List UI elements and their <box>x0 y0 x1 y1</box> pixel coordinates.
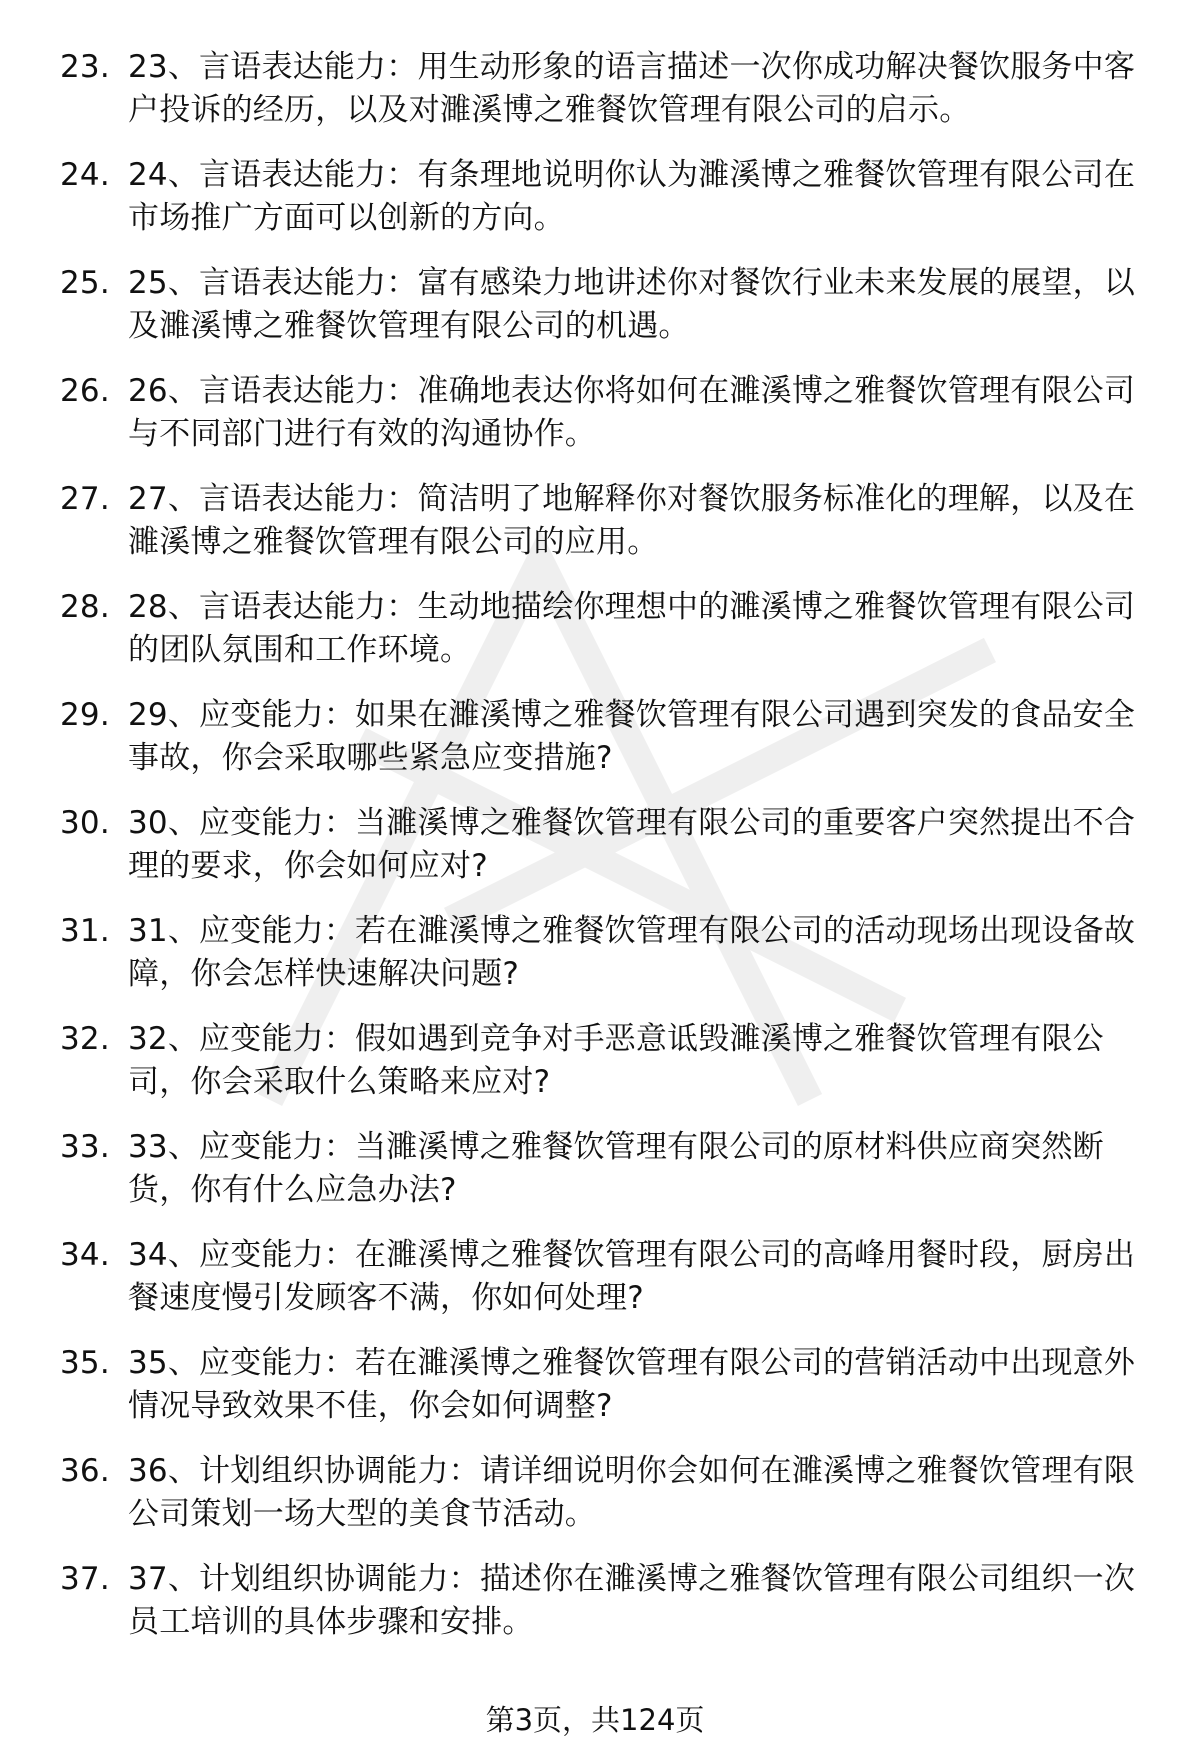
item-number: 34. <box>60 1237 110 1273</box>
list-item <box>60 1234 1160 1320</box>
list-item <box>60 154 1160 240</box>
list-item <box>60 262 1160 348</box>
list-item <box>60 1342 1160 1428</box>
item-text: 32、应变能力：假如遇到竞争对手恶意诋毁濉溪博之雅餐饮管理有限公司，你会采取什么策略来应对? <box>128 1021 1104 1100</box>
item-text: 30、应变能力：当濉溪博之雅餐饮管理有限公司的重要客户突然提出不合理的要求，你会如何应对? <box>128 805 1136 884</box>
item-number: 30. <box>60 805 110 841</box>
item-text: 31、应变能力：若在濉溪博之雅餐饮管理有限公司的活动现场出现设备故障，你会怎样快速解决问题? <box>128 913 1136 992</box>
item-number: 26. <box>60 373 110 409</box>
list-item <box>60 1450 1160 1536</box>
item-number: 31. <box>60 913 110 949</box>
question-list <box>60 46 1160 1666</box>
list-item <box>60 1558 1160 1644</box>
item-text: 25、言语表达能力：富有感染力地讲述你对餐饮行业未来发展的展望，以及濉溪博之雅餐饮管理有限公司的机遇。 <box>128 265 1136 344</box>
page-footer: 第3页，共124页 <box>485 1703 705 1737</box>
list-item <box>60 370 1160 456</box>
item-number: 25. <box>60 265 110 301</box>
list-item <box>60 586 1160 672</box>
item-number: 28. <box>60 589 110 625</box>
item-text: 23、言语表达能力：用生动形象的语言描述一次你成功解决餐饮服务中客户投诉的经历，以及对濉溪博之雅餐饮管理有限公司的启示。 <box>128 49 1136 128</box>
list-item <box>60 1126 1160 1212</box>
item-number: 33. <box>60 1129 110 1165</box>
item-number: 27. <box>60 481 110 517</box>
item-text: 28、言语表达能力：生动地描绘你理想中的濉溪博之雅餐饮管理有限公司的团队氛围和工作环境。 <box>128 589 1136 668</box>
item-text: 26、言语表达能力：准确地表达你将如何在濉溪博之雅餐饮管理有限公司与不同部门进行有效的沟通协作。 <box>128 373 1136 452</box>
item-text: 37、计划组织协调能力：描述你在濉溪博之雅餐饮管理有限公司组织一次员工培训的具体步骤和安排。 <box>128 1561 1136 1640</box>
item-number: 23. <box>60 49 110 85</box>
item-number: 36. <box>60 1453 110 1489</box>
list-item <box>60 478 1160 564</box>
item-text: 34、应变能力：在濉溪博之雅餐饮管理有限公司的高峰用餐时段，厨房出餐速度慢引发顾客不满，你如何处理? <box>128 1237 1136 1316</box>
item-text: 33、应变能力：当濉溪博之雅餐饮管理有限公司的原材料供应商突然断货，你有什么应急办法? <box>128 1129 1104 1208</box>
item-number: 35. <box>60 1345 110 1381</box>
list-item <box>60 46 1160 132</box>
item-text: 27、言语表达能力：简洁明了地解释你对餐饮服务标准化的理解，以及在濉溪博之雅餐饮管理有限公司的应用。 <box>128 481 1136 560</box>
list-item <box>60 802 1160 888</box>
item-number: 29. <box>60 697 110 733</box>
item-text: 29、应变能力：如果在濉溪博之雅餐饮管理有限公司遇到突发的食品安全事故，你会采取哪些紧急应变措施? <box>128 697 1136 776</box>
item-text: 36、计划组织协调能力：请详细说明你会如何在濉溪博之雅餐饮管理有限公司策划一场大型的美食节活动。 <box>128 1453 1136 1532</box>
item-text: 35、应变能力：若在濉溪博之雅餐饮管理有限公司的营销活动中出现意外情况导致效果不佳，你会如何调整? <box>128 1345 1136 1424</box>
list-item <box>60 1018 1160 1104</box>
item-number: 32. <box>60 1021 110 1057</box>
item-number: 24. <box>60 157 110 193</box>
item-number: 37. <box>60 1561 110 1597</box>
list-item <box>60 694 1160 780</box>
item-text: 24、言语表达能力：有条理地说明你认为濉溪博之雅餐饮管理有限公司在市场推广方面可以创新的方向。 <box>128 157 1136 236</box>
list-item <box>60 910 1160 996</box>
